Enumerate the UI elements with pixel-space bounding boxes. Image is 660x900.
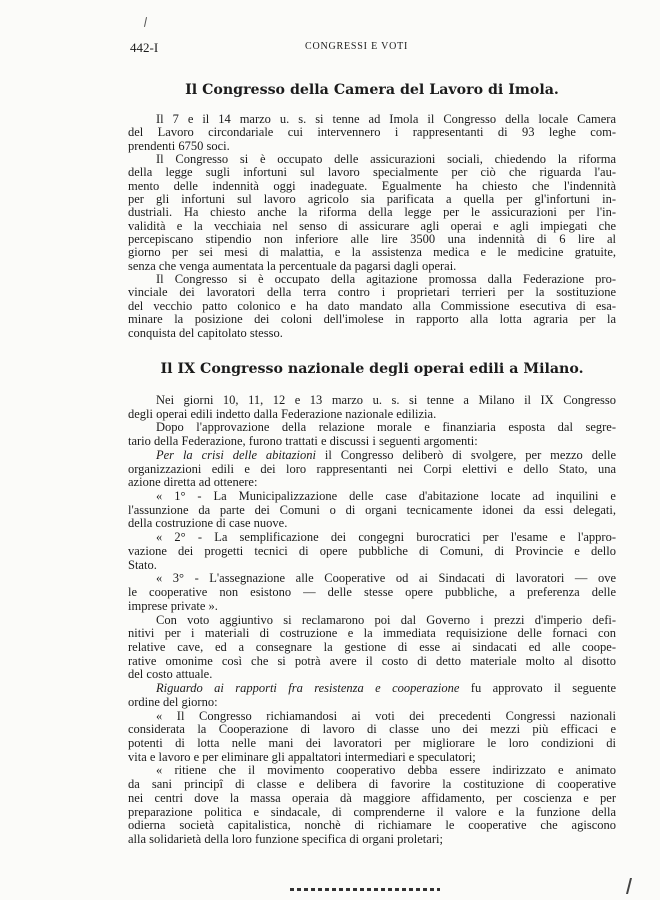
running-title: CONGRESSI E VOTI	[305, 41, 409, 52]
italic-phrase: Per la crisi delle abitazioni	[156, 447, 316, 462]
text-line: Con voto aggiuntivo si reclamarono poi dal Governo i prezzi d'imperio defi-	[156, 612, 616, 627]
text-line: Il 7 e il 14 marzo u. s. si tenne ad Imola il Congresso della locale Camera	[156, 112, 616, 126]
text-line: validità e la vecchiaia nel senso di assicurare agli operai e agli impiegati che	[128, 218, 616, 233]
text-line: considerata la Cooperazione di lavoro di classe uno dei mezzi più efficaci e	[128, 722, 616, 737]
text-line: l'assunzione da parte dei Comuni o di organi tecnicamente idonei da essi delegati,	[128, 502, 616, 517]
paragraph	[128, 449, 616, 490]
text-line: le cooperative non esistono — delle stesse opere pubbliche, a preferenza delle	[128, 585, 616, 600]
text-line	[128, 449, 616, 463]
text-line: imprese private ».	[128, 598, 218, 613]
text-line: mento delle indennità oggi inadeguate. Egualmente ha chiesto che l'indennità	[128, 178, 616, 193]
text-line: tario della Federazione, furono trattati e discussi i seguenti argomenti:	[128, 434, 478, 449]
text-run: fu approvato il seguente	[470, 681, 616, 696]
text-line: Dopo l'approvazione della relazione morale e finanziaria esposta dal segre-	[156, 420, 616, 435]
text-line: del costo attuale.	[128, 667, 213, 682]
text-line: conquista del capitolato stesso.	[128, 325, 283, 340]
section-imola	[128, 82, 616, 340]
text-line: degli operai edili indetto dalla Federazione nazionale edilizia.	[128, 406, 437, 421]
text-line: « ritiene che il movimento cooperativo debba essere indirizzato e animato	[156, 763, 616, 778]
text-line: Il Congresso si è occupato della agitazione promossa dalla Federazione pro-	[156, 272, 616, 287]
text-line: del vecchio patto colonico e ha dato mandato alla Commissione esecutiva di esa-	[128, 298, 616, 313]
text-line: per gli infortuni sul lavoro agricolo sia parificata a quella per gl'infortuni in-	[128, 192, 616, 207]
text-line: rative omonime così che si potrà avere il costo di detto materiale molto al disotto	[128, 653, 616, 668]
paragraph	[128, 710, 616, 765]
paragraph	[128, 682, 616, 709]
section-title: Il IX Congresso nazionale degli operai edili a Milano.	[160, 361, 584, 377]
text-line: del Lavoro circondariale cui intervennero i rappresentanti di 93 leghe com-	[128, 125, 616, 140]
text-line: della costruzione di case nuove.	[128, 516, 288, 531]
section-milano	[128, 361, 616, 847]
text-line: Stato.	[128, 557, 157, 572]
text-line: ordine del giorno:	[128, 694, 218, 709]
footer-mark	[626, 878, 642, 894]
text-line: « 3° - L'assegnazione alle Cooperative od ai Sindacati di lavoratori — ove	[156, 571, 616, 586]
text-line: nitivi per i materiali di costruzione e la immediata requisizione delle fornaci con	[128, 626, 616, 641]
text-line: azione diretta ad ottenere:	[128, 475, 258, 490]
text-line: vinciale dei lavoratori della terra contro i proprietari terrieri per la sostituzione	[128, 285, 616, 300]
text-line: Nei giorni 10, 11, 12 e 13 marzo u. s. si tenne a Milano il IX Congresso	[156, 393, 616, 407]
text-line: minare la posizione dei coloni dell'imolese in rapporto alla lotta agraria per la	[128, 312, 616, 327]
text-line: della legge sugli infortuni sul lavoro specialmente per ciò che riguarda l'au-	[128, 165, 616, 180]
text-line: percepiscano stipendio non inferiore alle lire 3500 una indennità di 6 lire al	[128, 232, 616, 247]
text-line: Il Congresso si è occupato delle assicurazioni sociali, chiedendo la riforma	[156, 152, 616, 167]
text-line	[128, 682, 616, 696]
text-line: nei centri dove la massa operaia dà maggiore affidamento, per coscienza e per	[128, 790, 616, 805]
paragraph	[128, 394, 616, 421]
text-line: giorno per sei mesi di malattia, e la assistenza medica e le medicine gratuite,	[128, 245, 616, 260]
text-line: da sani principî di classe e delibera di favorire la costituzione di cooperative	[128, 777, 616, 792]
margin-mark	[144, 17, 147, 27]
paragraph	[128, 153, 616, 273]
italic-phrase: Riguardo ai rapporti fra resistenza e cooperazione	[156, 681, 460, 696]
text-line: prendenti 6750 soci.	[128, 138, 230, 153]
text-line: alla solidarietà della loro funzione specifica di organi proletari;	[128, 832, 443, 846]
text-line: « 2° - La semplificazione dei congegni burocratici per l'esame e l'appro-	[156, 530, 616, 545]
page-number: 442-I	[130, 40, 159, 55]
text-line: dustriali. Ha chiesto anche la riforma della legge per le assicurazioni per l'in-	[128, 205, 616, 220]
text-line: « Il Congresso richiamandosi ai voti dei precedenti Congressi nazionali	[156, 708, 616, 723]
text-line: « 1° - La Municipalizzazione delle case d'abitazione locate ad inquilini e	[156, 489, 616, 504]
text-line: organizzazioni edili e dei loro rappresentanti nei Corpi elettivi e dello Stato, una	[128, 461, 616, 476]
text-line: vazione dei progetti tecnici di opere pubbliche di Comuni, di Provincie e dello	[128, 543, 616, 558]
paragraph	[128, 113, 616, 153]
page-header	[130, 40, 600, 56]
paragraph	[128, 572, 616, 613]
text-line: senza che venga aumentata la percentuale da pagarsi dagli operai.	[128, 258, 457, 273]
text-line: vita e lavoro e per eliminare gli appaltatori intermediari e speculatori;	[128, 749, 476, 764]
footer-rule	[290, 888, 440, 891]
text-line: relative cave, ed a consegnare la gestione di esse ai sindacati ed alle coope-	[128, 639, 616, 654]
paragraph	[128, 490, 616, 531]
text-line: potenti di lotta nelle mani dei lavoratori per migliorare le loro condizioni di	[128, 735, 616, 750]
paragraph	[128, 273, 616, 340]
paragraph	[128, 614, 616, 683]
paragraph	[128, 764, 616, 846]
text-line: odierna società capitalistica, nonchè di richiamare le cooperative che agiscono	[128, 818, 616, 833]
section-title: Il Congresso della Camera del Lavoro di Imola.	[185, 82, 559, 98]
paragraph	[128, 531, 616, 572]
paragraph	[128, 421, 616, 448]
text-line: preparazione politica e sindacale, di comprenderne il valore e la funzione della	[128, 804, 616, 819]
text-run: il Congresso deliberò di svolgere, per mezzo delle	[324, 447, 617, 462]
